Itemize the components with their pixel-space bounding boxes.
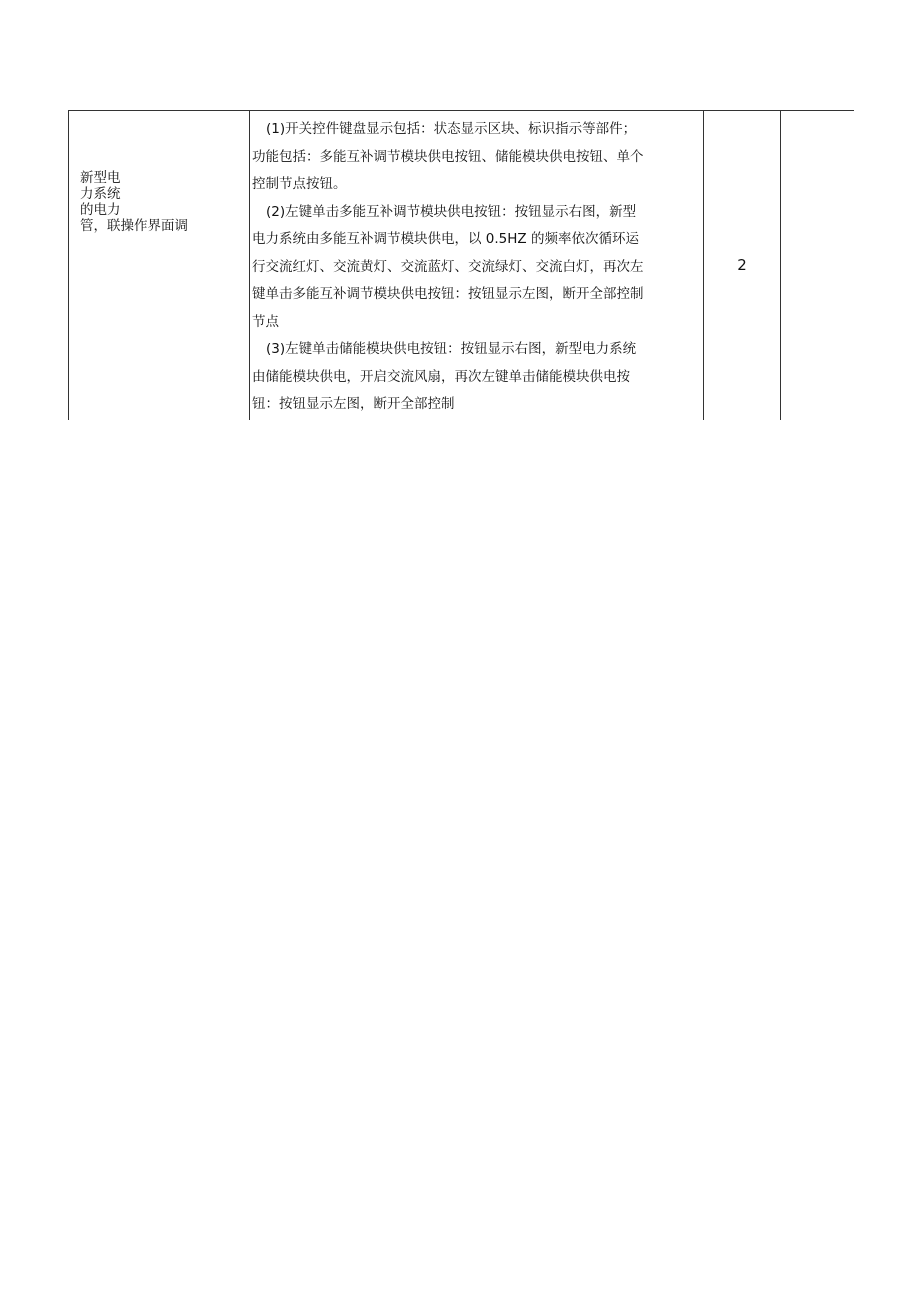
description-line: 控制节点按钮。 [252, 176, 347, 192]
column-divider-1 [249, 110, 250, 420]
description-line: 行交流红灯、交流黄灯、交流蓝灯、交流绿灯、交流白灯，再次左 [252, 258, 644, 275]
task-name-line: 新型电 [80, 170, 121, 186]
description-item-2 [252, 199, 704, 337]
description-line: 电力系统由多能互补调节模块供电，以 0.5HZ 的频率依次循环运 [252, 231, 639, 247]
description-line: 由储能模块供电，开启交流风扇，再次左键单击储能模块供电按 [252, 368, 630, 385]
task-name-line: 力系统 [80, 186, 121, 202]
task-name-cell [80, 170, 245, 234]
description-item-1 [252, 116, 704, 199]
table-left-border [68, 110, 69, 420]
task-name-line: 的电力 [80, 202, 121, 218]
description-line: (3)左键单击储能模块供电按钮：按钮显示右图，新型电力系统 [266, 341, 637, 357]
task-table [68, 110, 854, 420]
description-line: 键单击多能互补调节模块供电按钮：按钮显示左图，断开全部控制 [252, 286, 644, 302]
description-line: 功能包括：多能互补调节模块供电按钮、储能模块供电按钮、单个 [252, 148, 644, 165]
description-line: 节点 [252, 313, 279, 330]
task-name-line: 管，联操作界面调 [80, 218, 188, 234]
description-line: (2)左键单击多能互补调节模块供电按钮：按钮显示右图，新型 [266, 203, 637, 220]
table-top-border [68, 110, 854, 111]
task-description-cell [252, 116, 704, 419]
description-line: (1)开关控件键盘显示包括：状态显示区块、标识指示等部件； [266, 121, 637, 137]
score-cell: 2 [737, 256, 747, 274]
description-line: 钮：按钮显示左图，断开全部控制 [252, 396, 455, 412]
column-divider-3 [780, 110, 781, 420]
description-item-3 [252, 336, 704, 419]
